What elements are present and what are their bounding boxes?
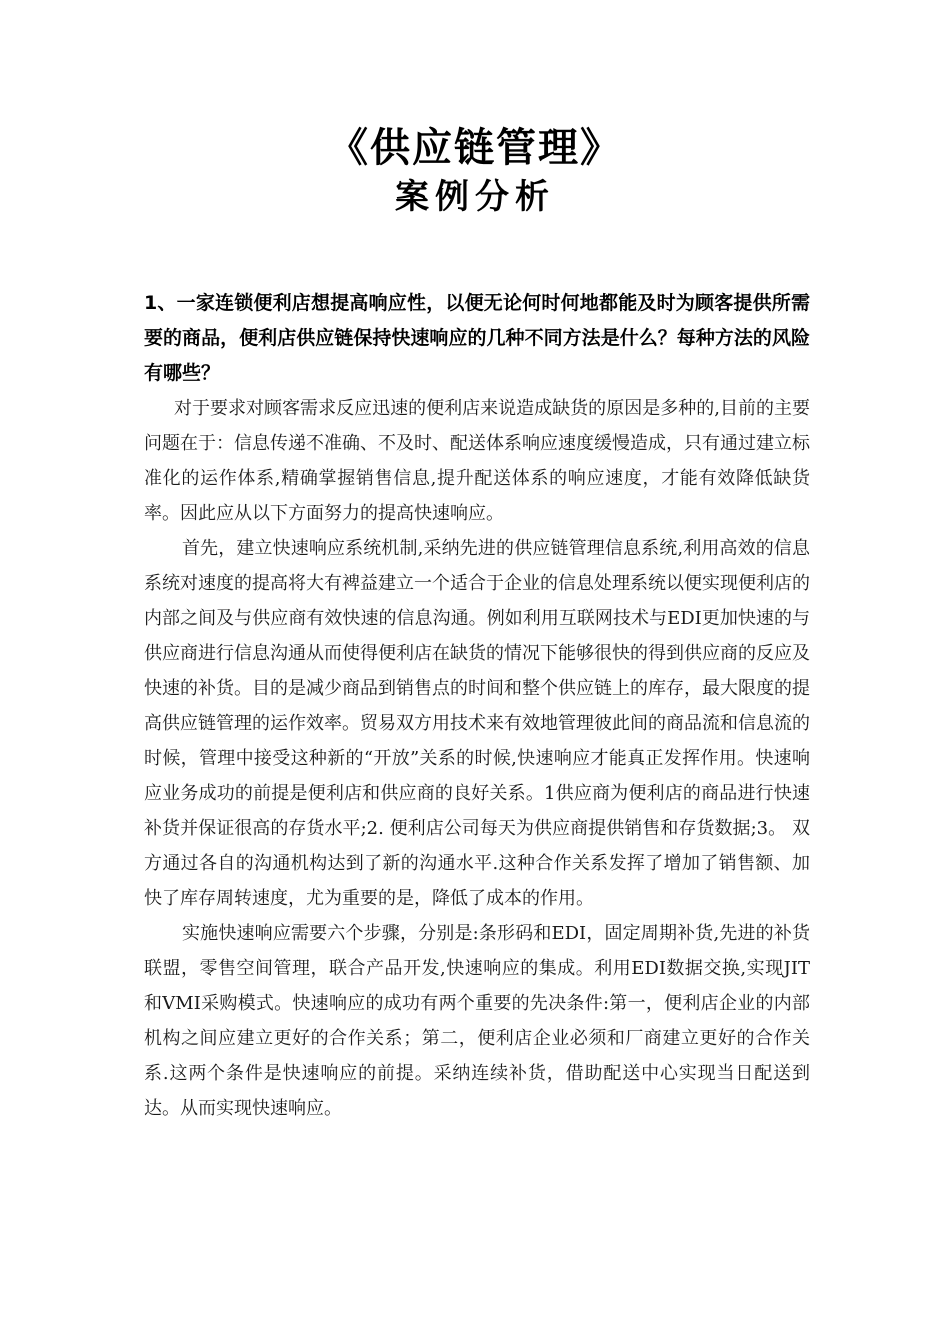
answer-paragraph-1: 对于要求对顾客需求反应迅速的便利店来说造成缺货的原因是多种的,目前的主要问题在于：信息传递不准确、不及时、配送体系响应速度缓慢造成，只有通过建立标准化的运作体系,精确掌握销售信息,提升配送体系的响应速度，才能有效降低缺货率。因此应从以下方面努力的提高快速响应。	[144, 398, 810, 524]
answer-paragraph-2: 首先，建立快速响应系统机制,采纳先进的供应链管理信息系统,利用高效的信息系统对速度的提高将大有裨益建立一个适合于企业的信息处理系统以便实现便利店的内部之间及与供应商有效快速的信息沟通。例如利用互联网技术与EDI更加快速的与供应商进行信息沟通从而使得便利店在缺货的情况下能够很快的得到供应商的反应及快速的补货。目的是减少商品到销售点的时间和整个供应链上的库存，最大限度的提高供应链管理的运作效率。贸易双方用技术来有效地管理彼此间的商品流和信息流的时候，管理中接受这种新的“开放”关系的时候,快速响应才能真正发挥作用。快速响应业务成功的前提是便利店和供应商的良好关系。1供应商为便利店的商品进行快速补货并保证很高的存货水平;2. 便利店公司每天为供应商提供销售和存货数据;3。 双方通过各自的沟通机构达到了新的沟通水平.这种合作关系发挥了增加了销售额、加快了库存周转速度，尤为重要的是，降低了成本的作用。	[144, 538, 810, 909]
document-body	[144, 286, 810, 1126]
answer-paragraph-3: 实施快速响应需要六个步骤，分别是:条形码和EDI，固定周期补货,先进的补货联盟，零售空间管理，联合产品开发,快速响应的集成。利用EDI数据交换,实现JIT和VMI采购模式。快速响应的成功有两个重要的先决条件:第一，便利店企业的内部机构之间应建立更好的合作关系；第二，便利店企业必须和厂商建立更好的合作关系.这两个条件是快速响应的前提。采纳连续补货，借助配送中心实现当日配送到达。从而实现快速响应。	[144, 923, 810, 1119]
document-subtitle: 案例分析	[395, 177, 555, 217]
document-title: 《供应链管理》	[328, 125, 622, 171]
question-heading: 1、一家连锁便利店想提高响应性，以便无论何时何地都能及时为顾客提供所需要的商品，便利店供应链保持快速响应的几种不同方法是什么？每种方法的风险有哪些？	[144, 292, 810, 384]
